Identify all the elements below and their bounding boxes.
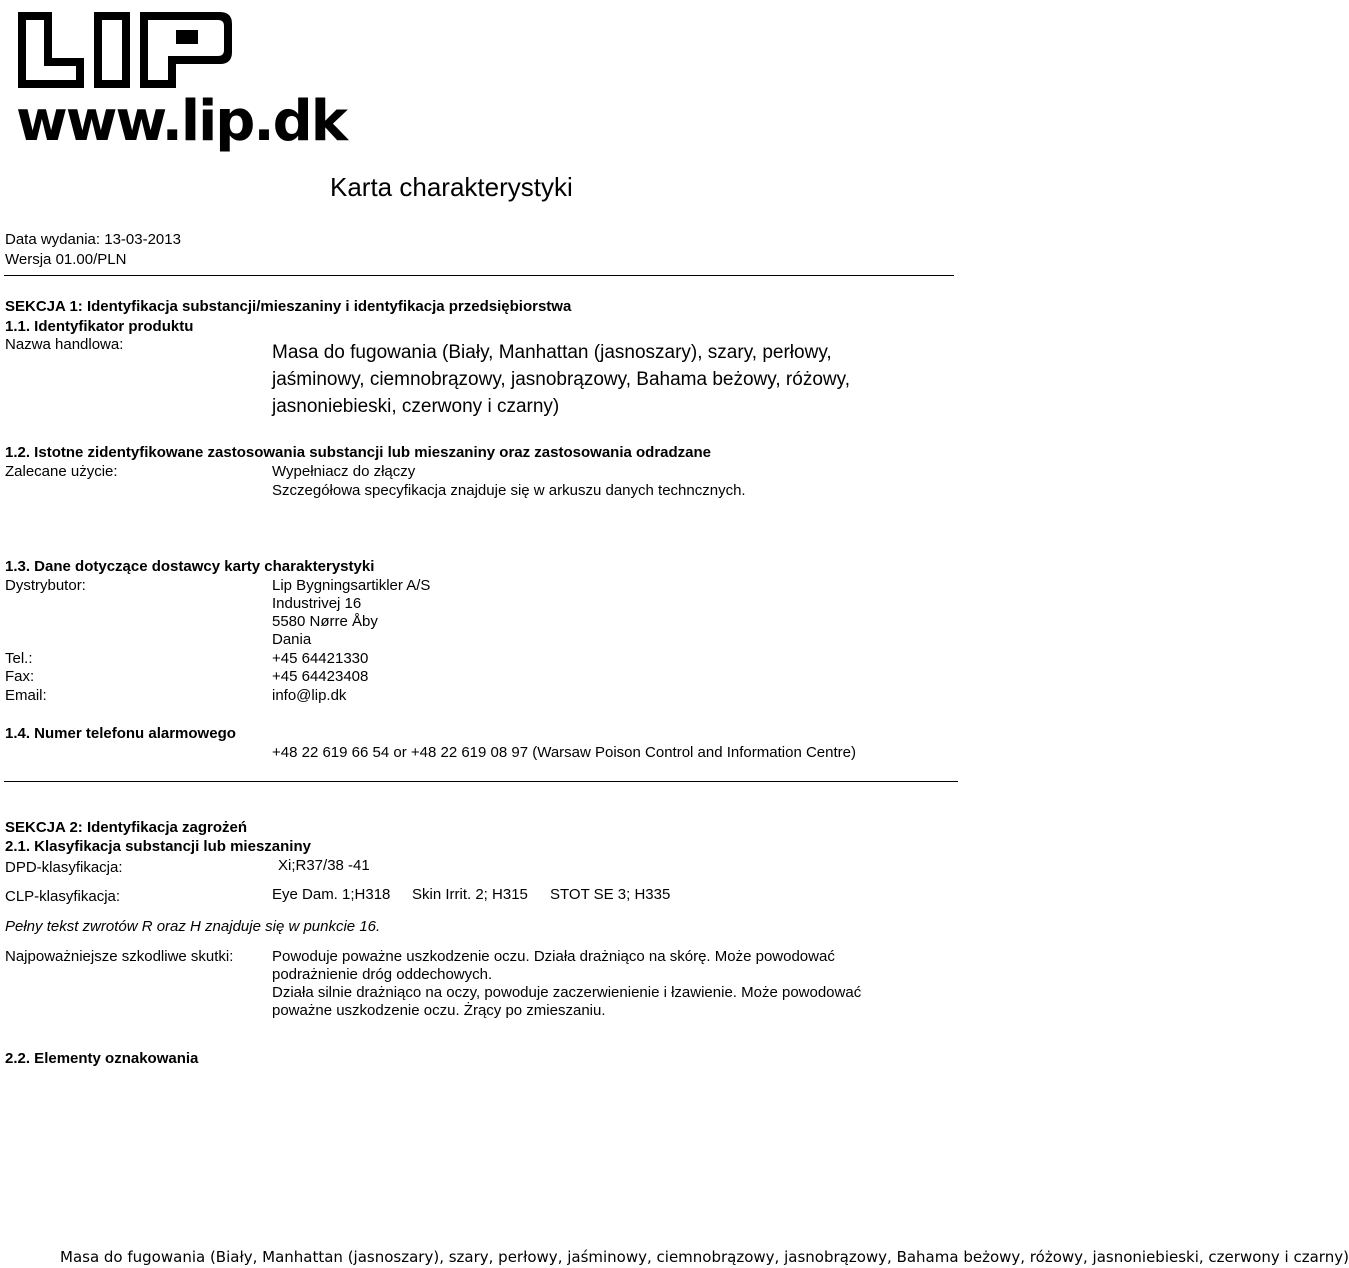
logo-url-text: www.lip.dk [16, 89, 346, 154]
s1-1-heading: 1.1. Identyfikator produktu [5, 318, 194, 335]
s2-2-heading: 2.2. Elementy oznakowania [5, 1050, 199, 1067]
trade-name-label: Nazwa handlowa: [5, 336, 124, 353]
section2-heading: SEKCJA 2: Identyfikacja zagrożeń [5, 819, 248, 836]
full-text-note: Pełny tekst zwrotów R oraz H znajduje się w punkcie 16. [5, 918, 381, 935]
distributor-label: Dystrybutor: [5, 577, 86, 594]
recommended-use-label: Zalecane użycie: [5, 463, 118, 480]
document-title: Karta charakterystyki [330, 172, 573, 202]
clp-value-3: STOT SE 3; H335 [550, 886, 671, 903]
fax-value: +45 64423408 [272, 668, 369, 685]
s1-3-heading: 1.3. Dane dotyczące dostawcy karty charakterystyki [5, 558, 375, 575]
distributor-address: Lip Bygningsartikler A/S Industrivej 16 5580 Nørre Åby Dania [272, 577, 431, 648]
page-footer: Masa do fugowania (Biały, Manhattan (jasnoszary), szary, perłowy, jaśminowy, ciemnobrązowy, jasnobrązowy, Bahama beżowy, różowy, jasnoniebieski, czerwony i czarny) [60, 1248, 1349, 1266]
header-divider [4, 275, 954, 276]
fax-label: Fax: [5, 668, 35, 685]
s1-4-heading: 1.4. Numer telefonu alarmowego [5, 725, 236, 742]
trade-name-value: Masa do fugowania (Biały, Manhattan (jasnoszary), szary, perłowy, jaśminowy, ciemnobrązowy, jasnobrązowy, Bahama beżowy, różowy, jasnoniebieski, czerwony i czarny) [272, 342, 850, 417]
dpd-label: DPD-klasyfikacja: [5, 859, 123, 876]
effects-value: Powoduje poważne uszkodzenie oczu. Działa drażniąco na skórę. Może powodować podrażnienie dróg oddechowych. Działa silnie drażniąco na oczy, powoduje zaczerwienienie i łzawienie. Może powodować poważne uszkodzenie oczu. Żrący po zmieszaniu. [272, 948, 862, 1019]
emergency-phone-value: +48 22 619 66 54 or +48 22 619 08 97 (Warsaw Poison Control and Information Centre) [272, 744, 856, 761]
email-label: Email: [5, 687, 47, 704]
tel-value: +45 64421330 [272, 650, 369, 667]
section1-divider [4, 781, 958, 782]
section1-heading: SEKCJA 1: Identyfikacja substancji/mieszaniny i identyfikacja przedsiębiorstwa [5, 298, 572, 315]
s1-2-heading: 1.2. Istotne zidentyfikowane zastosowania substancji lub mieszaniny oraz zastosowania odradzane [5, 444, 712, 461]
email-value[interactable]: info@lip.dk [272, 687, 347, 704]
clp-value-1: Eye Dam. 1;H318 [272, 886, 391, 903]
issue-date: Data wydania: 13-03-2013 [5, 231, 181, 248]
s2-1-heading: 2.1. Klasyfikacja substancji lub mieszaniny [5, 838, 311, 855]
tel-label: Tel.: [5, 650, 33, 667]
clp-label: CLP-klasyfikacja: [5, 888, 121, 905]
clp-value-2: Skin Irrit. 2; H315 [412, 886, 528, 903]
effects-label: Najpoważniejsze szkodliwe skutki: [5, 948, 234, 965]
dpd-value: Xi;R37/38 -41 [278, 857, 370, 874]
version: Wersja 01.00/PLN [5, 251, 127, 268]
recommended-use-note: Szczegółowa specyfikacja znajduje się w arkuszu danych techncznych. [272, 482, 746, 499]
company-logo [14, 8, 344, 156]
recommended-use-value: Wypełniacz do złączy [272, 463, 416, 480]
